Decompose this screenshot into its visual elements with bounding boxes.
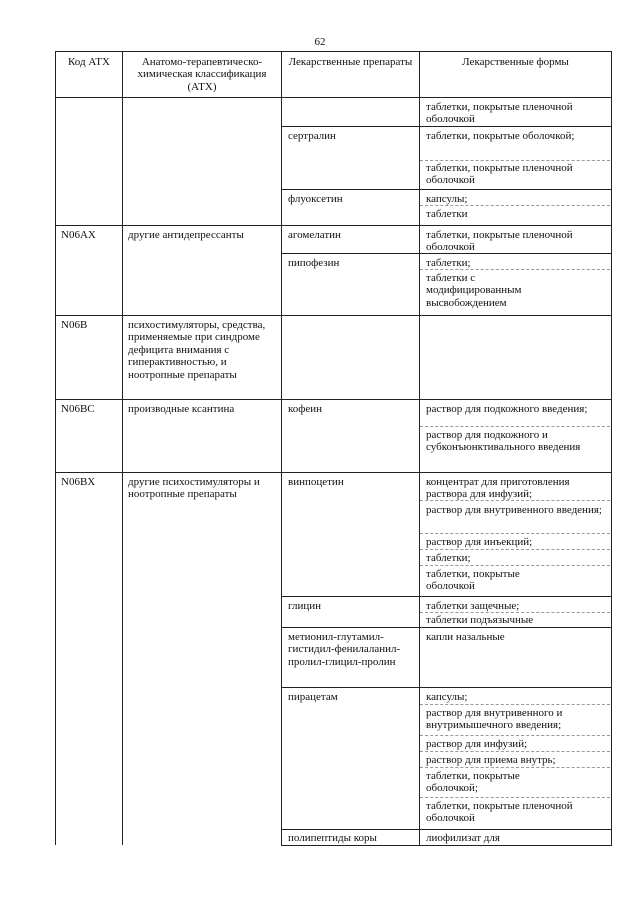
drug-name: пипофезин [288, 257, 340, 269]
dosage-form: таблетки с модифицированным высвобождением [426, 272, 522, 309]
dosage-form: раствор для инфузий; [426, 738, 528, 750]
header-classification: Анатомо-терапевтическо-химическая классификация (АТХ) [137, 56, 267, 93]
dosage-form: таблетки; [426, 257, 471, 269]
dosage-form: раствор для внутривенного введения; [426, 504, 602, 516]
dosage-form: таблетки, покрытые пленочной оболочкой [426, 162, 573, 187]
dosage-form: капсулы; [426, 691, 468, 703]
dosage-form: таблетки, покрытые оболочкой; [426, 130, 575, 142]
atc-classification: другие антидепрессанты [128, 229, 244, 241]
header-forms: Лекарственные формы [462, 56, 569, 68]
dosage-form: лиофилизат для [426, 832, 500, 844]
dosage-form: таблетки, покрытые оболочкой; [426, 770, 520, 795]
dosage-form: таблетки [426, 208, 468, 220]
dosage-form: раствор для внутривенного и внутримышечного введения; [426, 707, 563, 732]
atc-classification: производные ксантина [128, 403, 235, 415]
dosage-form: концентрат для приготовления раствора для инфузий; [426, 476, 570, 501]
dosage-form: раствор для приема внутрь; [426, 754, 556, 766]
dosage-form: раствор для подкожного и субконъюнктивального введения [426, 429, 581, 454]
atc-code: N06AX [61, 229, 96, 241]
dosage-form: таблетки, покрытые пленочной оболочкой [426, 229, 573, 254]
dosage-form: таблетки, покрытые пленочной оболочкой [426, 800, 573, 825]
dosage-form: раствор для инъекций; [426, 536, 533, 548]
drug-name: полипептиды коры [288, 832, 377, 844]
drug-name: флуоксетин [288, 193, 343, 205]
drug-name: винпоцетин [288, 476, 344, 488]
atc-classification: психостимуляторы, средства, применяемые при синдроме дефицита внимания с гиперактивностью, и ноотропные препараты [128, 319, 266, 381]
atc-code: N06BC [61, 403, 95, 415]
atc-classification: другие психостимуляторы и ноотропные препараты [128, 476, 260, 501]
dosage-form: таблетки защечные; [426, 600, 520, 612]
dosage-form: таблетки, покрытые пленочной оболочкой [426, 101, 573, 126]
dosage-form: капли назальные [426, 631, 505, 643]
dosage-form: таблетки, покрытые оболочкой [426, 568, 520, 593]
dosage-form: раствор для подкожного введения; [426, 403, 588, 415]
drug-name: агомелатин [288, 229, 341, 241]
atc-code: N06BX [61, 476, 96, 488]
atc-code: N06B [61, 319, 88, 331]
dosage-form: таблетки; [426, 552, 471, 564]
drug-name: кофеин [288, 403, 323, 415]
header-drugs: Лекарственные препараты [288, 56, 413, 68]
dosage-form: капсулы; [426, 193, 468, 205]
dosage-form: таблетки подъязычные [426, 614, 534, 626]
header-code: Код АТХ [68, 56, 110, 68]
drug-name: пирацетам [288, 691, 338, 703]
page-number: 62 [314, 36, 326, 48]
drug-name: сертралин [288, 130, 336, 142]
drug-name: глицин [288, 600, 321, 612]
drug-name: метионил-глутамил-гистидил-фенилаланил-пролил-глицил-пролин [288, 631, 401, 668]
